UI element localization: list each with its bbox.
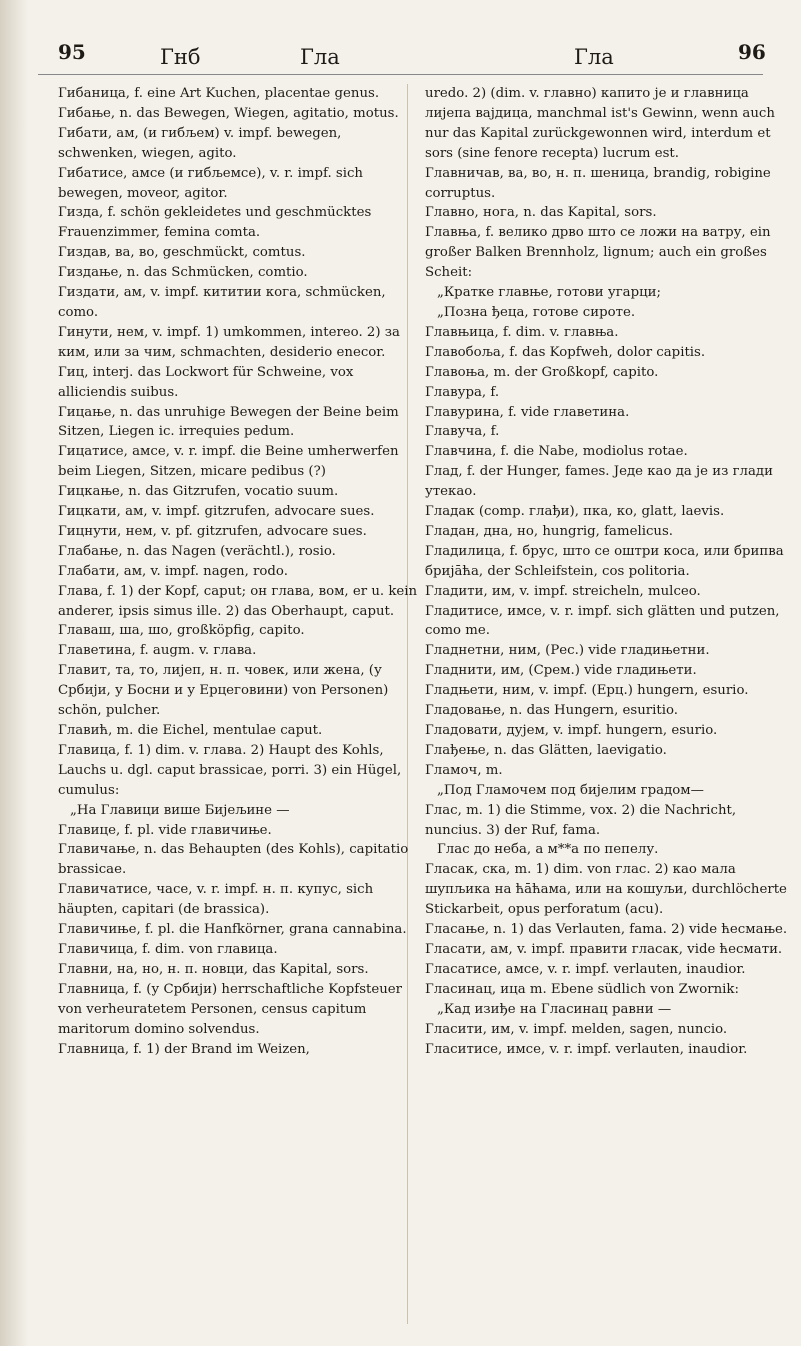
page-fold-shadow (0, 0, 28, 1346)
dictionary-entry: Главура, f. (425, 384, 500, 400)
proverb-line: Глас до неба, а м**а по пепелу. (437, 842, 659, 858)
dictionary-entry: Гибаница, f. eine Art Kuchen, placentae genus. (58, 86, 380, 101)
dictionary-entry: Гласати, ам, v. impf. правити гласак, vide ћесмати. (425, 941, 783, 957)
dictionary-entry: Гладан, дна, но, hungrig, famelicus. (425, 523, 674, 539)
dictionary-entry: Главобоља, f. das Kopfweh, dolor capitis. (425, 344, 706, 360)
dictionary-entry: Главоња, m. der Großkopf, capito. (425, 364, 659, 380)
dictionary-entry: Гибатисе, амсе (и гибљемсе), v. r. impf. sich bewegen, moveor, agitor. (58, 165, 363, 201)
dictionary-entry: Глас, m. 1) die Stimme, vox. 2) die Nachricht, nuncius. 3) der Ruf, fama. (425, 802, 737, 838)
dictionary-entry: Главница, f. 1) der Brand im Weizen, (58, 1041, 310, 1057)
left-guide-word-last: Гла (300, 45, 340, 69)
dictionary-entry: Гладовање, n. das Hungern, esuritio. (425, 703, 678, 719)
verse-quote: „На Главици више Бијељине — (70, 802, 290, 818)
dictionary-entry: Главуча, f. (425, 424, 500, 440)
dictionary-entry: Гладити, им, v. impf. streicheln, mulceo. (425, 583, 701, 599)
dictionary-entry: Гицкати, ам, v. impf. gitzrufen, advocare sues. (58, 504, 375, 520)
dictionary-entry: Гицатисе, амсе, v. r. impf. die Beine umherwerfen beim Liegen, Sitzen, micare pedibus (?) (58, 444, 399, 480)
dictionary-entry: Главичица, f. dim. von главица. (58, 941, 278, 957)
dictionary-entry: Гинути, нем, v. impf. 1) umkommen, intereo. 2) за ким, или за чим, schmachten, desiderio enecor. (58, 324, 400, 360)
dictionary-entry: Главица, f. 1) dim. v. глава. 2) Haupt des Kohls, Lauchs u. dgl. caput brassicae, porri. 3) ein Hügel, cumulus: (58, 742, 402, 798)
dictionary-entry: Гладитисе, имсе, v. r. impf. sich glätten und putzen, como me. (425, 603, 780, 639)
dictionary-entry: Гласање, n. 1) das Verlauten, fama. 2) vide ћесмање. (425, 922, 788, 938)
dictionary-entry: Главичиње, f. pl. die Hanfkörner, grana cannabina. (58, 922, 407, 938)
dictionary-entry: Главичање, n. das Behaupten (des Kohls), capitatio brassicae. (58, 842, 409, 878)
right-column (425, 84, 791, 1059)
dictionary-entry: Гиздав, ва, во, geschmückt, comtus. (58, 245, 306, 261)
dictionary-entry: Глабати, ам, v. impf. nagen, rodo. (58, 563, 288, 579)
dictionary-entry: Гламоч, m. (425, 762, 503, 778)
left-page-number: 95 (58, 40, 86, 64)
dictionary-entry: Гиц, interj. das Lockwort für Schweine, vox alliciendis suibus. (58, 364, 354, 400)
dictionary-entry: Гибање, n. das Bewegen, Wiegen, agitatio, motus. (58, 105, 399, 121)
right-page-number: 96 (738, 40, 766, 64)
left-guide-word-first: Гнб (160, 45, 201, 69)
dictionary-entry: Гладњети, ним, v. impf. (Ерц.) hungern, esurio. (425, 683, 749, 699)
dictionary-entry: Главице, f. pl. vide главичиње. (58, 822, 272, 838)
dictionary-entry: Гласак, ска, m. 1) dim. von глас. 2) као мала шупљика на ћа̄ћама, или на кошуљи, durchlöcherte Stickarbeit, opus perforatum (acu). (425, 862, 787, 918)
dictionary-entry: Глабање, n. das Nagen (verächtl.), rosio. (58, 543, 336, 559)
dictionary-entry: Главетина, f. augm. v. глава. (58, 643, 257, 659)
dictionary-entry: Главњица, f. dim. v. главња. (425, 324, 619, 340)
dictionary-entry: Гласити, им, v. impf. melden, sagen, nuncio. (425, 1021, 728, 1037)
dictionary-entry: Гладнетни, ним, (Рес.) vide гладињетни. (425, 643, 710, 659)
dictionary-entry: Глађење, n. das Glätten, laevigatio. (425, 742, 667, 758)
dictionary-entry: Гиздање, n. das Schmücken, comtio. (58, 265, 308, 281)
dictionary-entry: Главаш, ша, шо, großköpfig, capito. (58, 623, 305, 639)
dictionary-entry: Гладилица, f. брус, што се оштри коса, или брипва брија̄ћа, der Schleifstein, cos politoria. (425, 543, 784, 579)
verse-quote: „Позна ђеца, готове сироте. (437, 304, 636, 320)
dictionary-entry: Гибати, ам, (и гибљем) v. impf. bewegen, schwenken, wiegen, agito. (58, 125, 342, 161)
dictionary-entry: Гласинац, ица m. Ebene südlich von Zwornik: (425, 981, 739, 997)
dictionary-entry: Гладак (comp. глађи), пка, ко, glatt, laevis. (425, 504, 725, 520)
verse-quote: „Кратке главње, готови угарци; (437, 285, 662, 301)
dictionary-entry: Глад, f. der Hunger, fames. Једе као да је из глади утекао. (425, 464, 773, 500)
dictionary-entry: Главни, на, но, н. п. новци, das Kapital, sors. (58, 961, 369, 977)
dictionary-entry: Главно, нога, n. das Kapital, sors. (425, 205, 657, 221)
dictionary-entry: Гладовати, дујем, v. impf. hungern, esurio. (425, 723, 718, 738)
dictionary-entry: Гладнити, им, (Срем.) vide гладињети. (425, 663, 697, 679)
running-header (0, 0, 801, 68)
dictionary-entry: Гласитисе, имсе, v. r. impf. verlauten, inaudior. (425, 1041, 748, 1057)
left-column (58, 84, 418, 1059)
header-rule (38, 74, 763, 75)
verse-quote: „Под Гламочем под бијелим градом— (437, 782, 704, 798)
dictionary-entry: Главурина, f. vide главетина. (425, 404, 630, 420)
dictionary-entry: Главит, та, то, лијеп, н. п. човек, или жена, (у Србији, у Босни и у Ерцеговини) von Personen) schön, pulcher. (58, 663, 389, 719)
dictionary-entry: Гиздати, ам, v. impf. кититии кога, schmücken, como. (58, 285, 386, 320)
dictionary-entry: Главња, f. велико дрво што се ложи на ватру, ein großer Balken Brennholz, lignum; auch ein großes Scheit: (425, 225, 771, 281)
dictionary-entry: uredo. 2) (dim. v. главно) капито је и главница лијепа ваjдица, manchmal ist's Gewinn, wenn auch nur das Kapital zurückgewonnen wird, interdum et sors (sine fenore recepta) lucrum est. (425, 86, 775, 161)
dictionary-entry: Гицнути, нем, v. pf. gitzrufen, advocare sues. (58, 523, 367, 539)
dictionary-entry: Гицкање, n. das Gitzrufen, vocatio suum. (58, 484, 339, 500)
dictionary-entry: Главница, f. (у Србији) herrschaftliche Kopfsteuer von verheuratetem Personen, census capitum maritorum domino solvendus. (58, 981, 403, 1037)
dictionary-entry: Главић, m. die Eichel, mentulae caput. (58, 723, 323, 738)
dictionary-entry: Гласатисе, амсе, v. r. impf. verlauten, inaudior. (425, 961, 746, 977)
dictionary-entry: Глава, f. 1) der Kopf, caput; он глава, вом, er u. kein anderer, ipsis simus ille. 2) das Oberhaupt, caput. (58, 583, 418, 619)
verse-quote: „Кад изиђе на Гласинац равни — (437, 1001, 672, 1017)
right-guide-word: Гла (574, 45, 614, 69)
dictionary-entry: Гицање, n. das unruhige Bewegen der Beine beim Sitzen, Liegen ic. irrequies pedum. (58, 404, 399, 440)
dictionary-entry: Главчина, f. die Nabe, modiolus rotae. (425, 444, 688, 460)
dictionary-entry: Главничав, ва, во, н. п. шеница, brandig, robigine corruptus. (425, 165, 771, 201)
dictionary-entry: Гизда, f. schön gekleidetes und geschmücktes Frauenzimmer, femina comta. (58, 205, 372, 241)
dictionary-entry: Главичатисе, часе, v. r. impf. н. п. купус, sich häupten, capitari (de brassica). (58, 882, 374, 918)
